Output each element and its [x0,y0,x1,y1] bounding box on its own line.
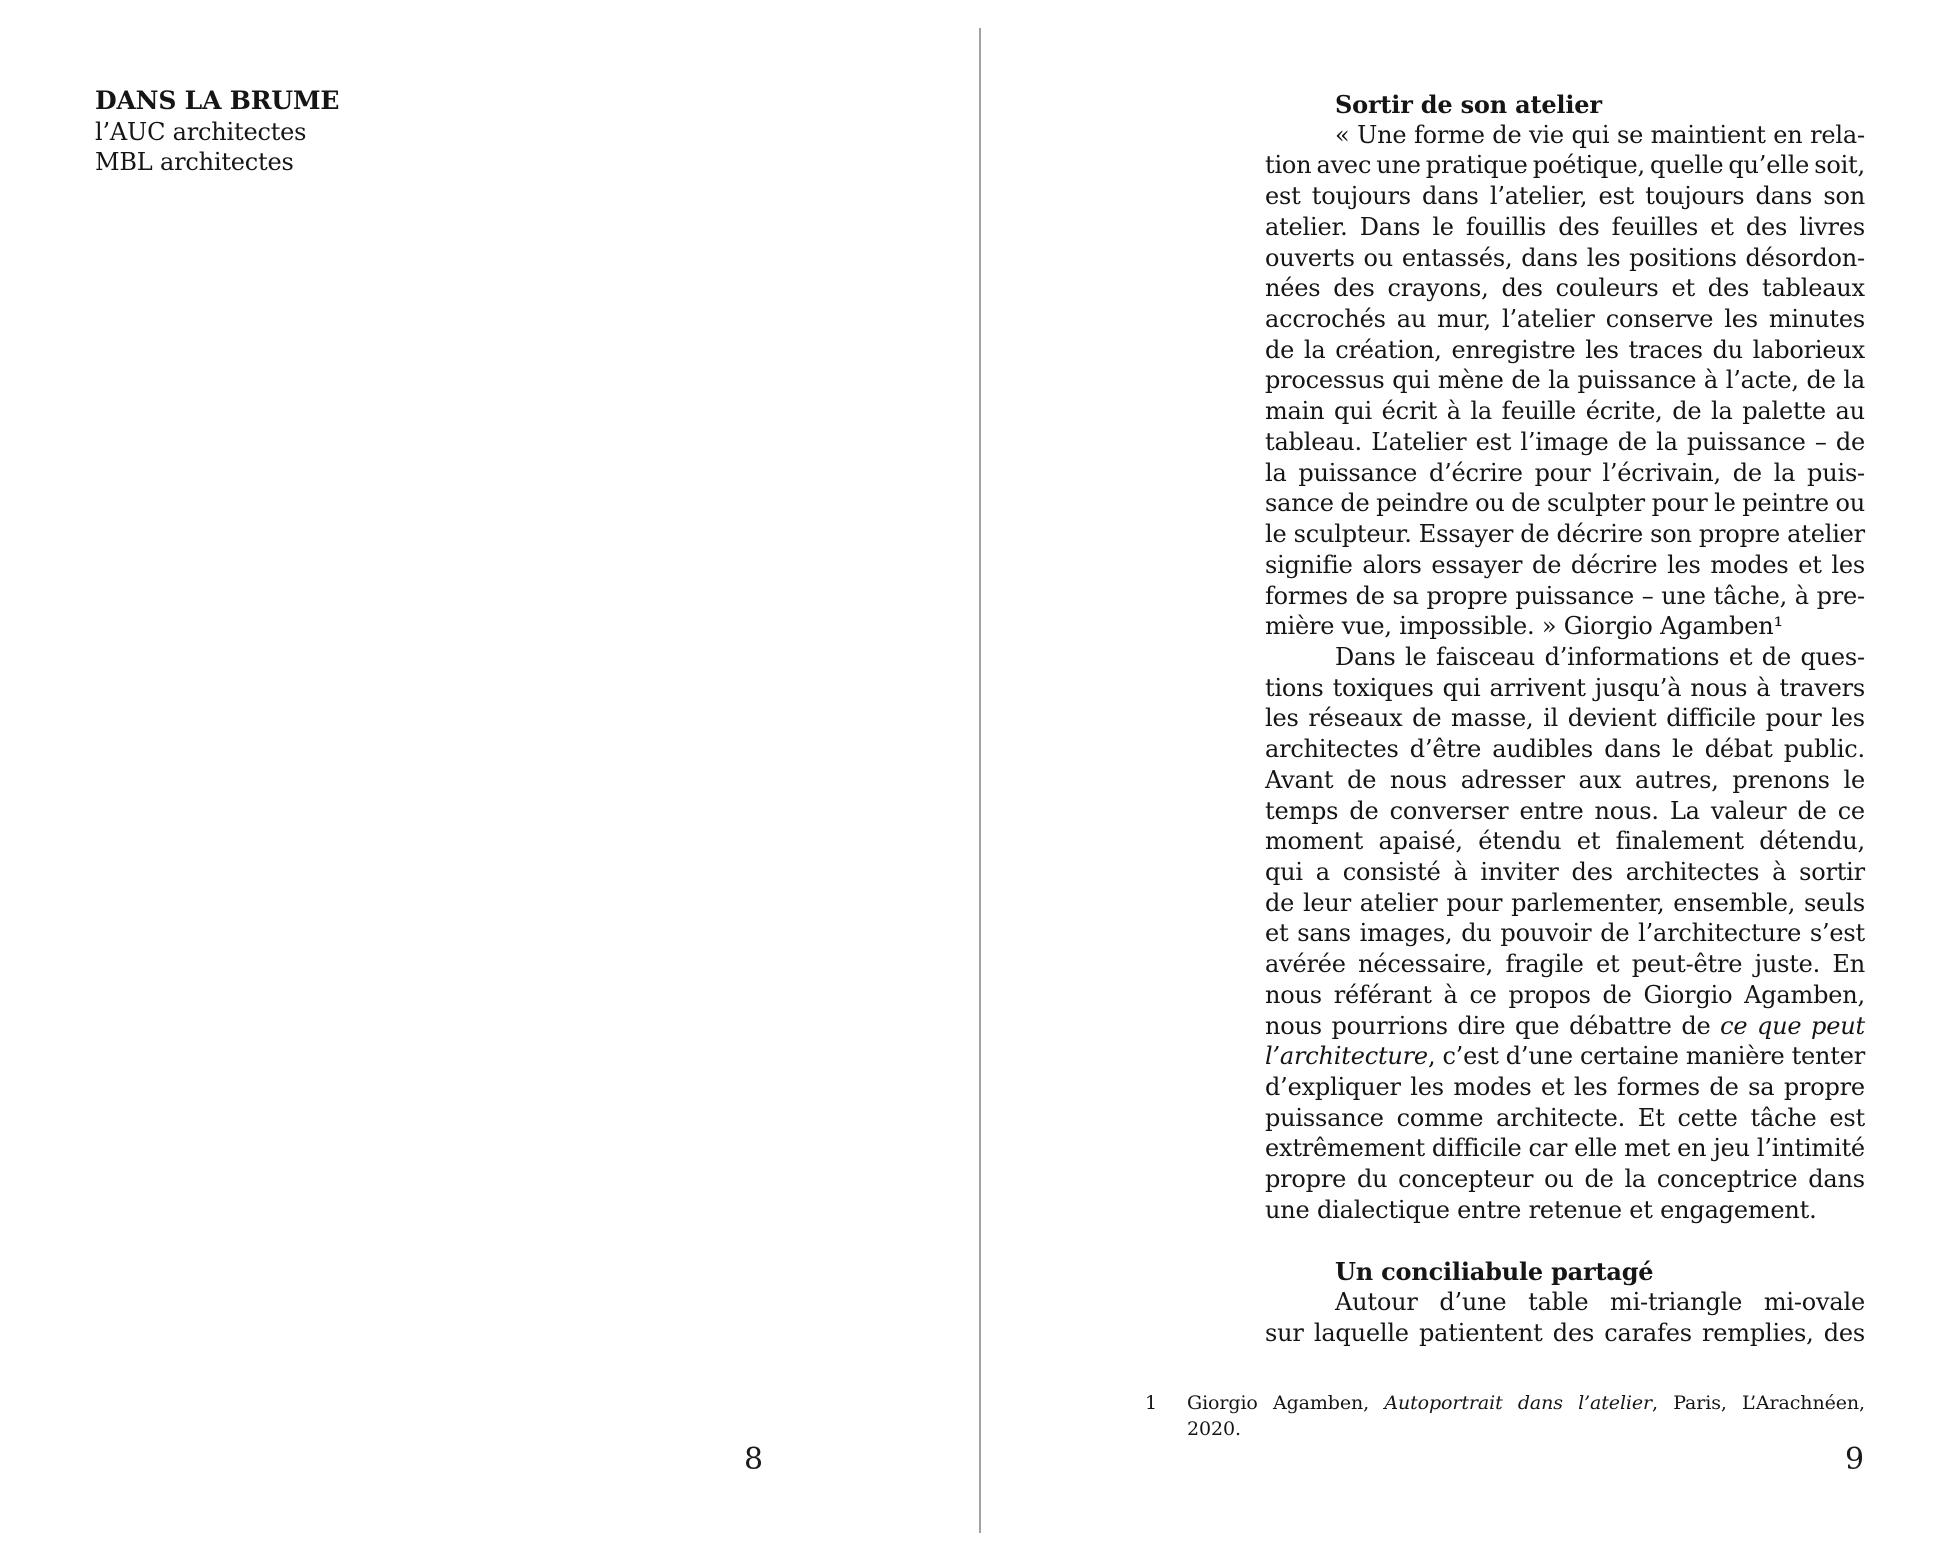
body-line: architectes d’être audibles dans le débat public. [1265,735,1865,764]
page-number-right: 9 [1845,1442,1865,1477]
body-line: temps de converser entre nous. La valeur de ce [1265,796,1865,825]
body-line: sur laquelle patientent des carafes remplies, des [1265,1318,1865,1347]
body-line: accrochés au mur, l’atelier conserve les minutes [1265,305,1865,334]
section-heading: Sortir de son atelier [1335,90,1602,119]
section-heading: Un conciliabule partagé [1335,1257,1654,1287]
body-line: ouverts ou entassés, dans les positions désordon- [1265,243,1865,272]
body-line: d’expliquer les modes et les formes de sa propre [1265,1073,1865,1101]
body-line [1265,1227,1865,1258]
body-line: moment apaisé, étendu et finalement détendu, [1265,827,1865,856]
body-line: signifie alors essayer de décrire les modes et les [1265,550,1865,579]
body-line: « Une forme de vie qui se maintient en rela- [1335,120,1865,149]
body-line: 2020. [1187,1418,1241,1440]
body-line: sance de peindre ou de sculpter pour le peintre ou [1265,489,1865,518]
text-column [1265,90,1865,1349]
author-line-mbl: MBL architectes [95,148,294,177]
footnote-text [1187,1390,1865,1442]
body-line: avérée nécessaire, fragile et peut-être juste. En [1265,950,1865,979]
body-line: de la création, enregistre les traces du laborieux [1265,335,1865,364]
body-line: l’architecture, c’est d’une certaine manière tenter [1265,1042,1865,1071]
body-line: tableau. L’atelier est l’image de la puissance – de [1265,427,1865,456]
body-line: puissance comme architecte. Et cette tâche est [1265,1103,1865,1132]
body-line: une dialectique entre retenue et engagement. [1265,1195,1817,1224]
left-page-header [95,86,339,178]
body-line: Avant de nous adresser aux autres, prenons le [1265,765,1865,794]
body-line: Autour d’une table mi-triangle mi-ovale [1335,1288,1865,1317]
body-line: le sculpteur. Essayer de décrire son propre atelier [1265,520,1865,549]
body-line: mière vue, impossible. » Giorgio Agamben¹ [1265,612,1783,641]
body-line: est toujours dans l’atelier, est toujours dans son [1265,182,1865,211]
body-line: main qui écrit à la feuille écrite, de la palette au [1265,397,1865,426]
footnote [1145,1390,1885,1442]
page-number-left: 8 [744,1442,764,1477]
body-line: processus qui mène de la puissance à l’acte, de la [1265,366,1865,395]
body-line: propre du concepteur ou de la conceptrice dans [1265,1165,1865,1194]
page-title: DANS LA BRUME [95,86,340,115]
body-line: nées des crayons, des couleurs et des tableaux [1265,274,1865,303]
body-line: et sans images, du pouvoir de l’architecture s’est [1265,919,1865,948]
body-line: atelier. Dans le fouillis des feuilles et des livres [1265,212,1865,241]
body-line: qui a consisté à inviter des architectes à sortir [1265,857,1865,886]
page-divider [979,28,981,1533]
body-line: les réseaux de masse, il devient difficile pour les [1265,704,1865,733]
body-line: de leur atelier pour parlementer, ensemble, seuls [1265,888,1865,917]
body-line: nous référant à ce propos de Giorgio Agamben, [1265,980,1865,1009]
footnote-number: 1 [1145,1392,1157,1414]
body-line: Dans le faisceau d’informations et de ques- [1335,642,1865,671]
author-line-auc: l’AUC architectes [95,117,307,146]
body-line: la puissance d’écrire pour l’écrivain, de la puis- [1265,458,1865,487]
body-line: Giorgio Agamben, Autoportrait dans l’atelier, Paris, L’Arachnéen, [1187,1392,1865,1414]
body-line: nous pourrions dire que débattre de ce que peut [1265,1011,1865,1040]
body-line: formes de sa propre puissance – une tâche, à pre- [1265,581,1865,610]
body-line: tion avec une pratique poétique, quelle qu’elle soit, [1265,151,1865,180]
body-line: tions toxiques qui arrivent jusqu’à nous à travers [1265,673,1865,702]
body-line: extrêmement difficile car elle met en jeu l’intimité [1265,1134,1865,1163]
